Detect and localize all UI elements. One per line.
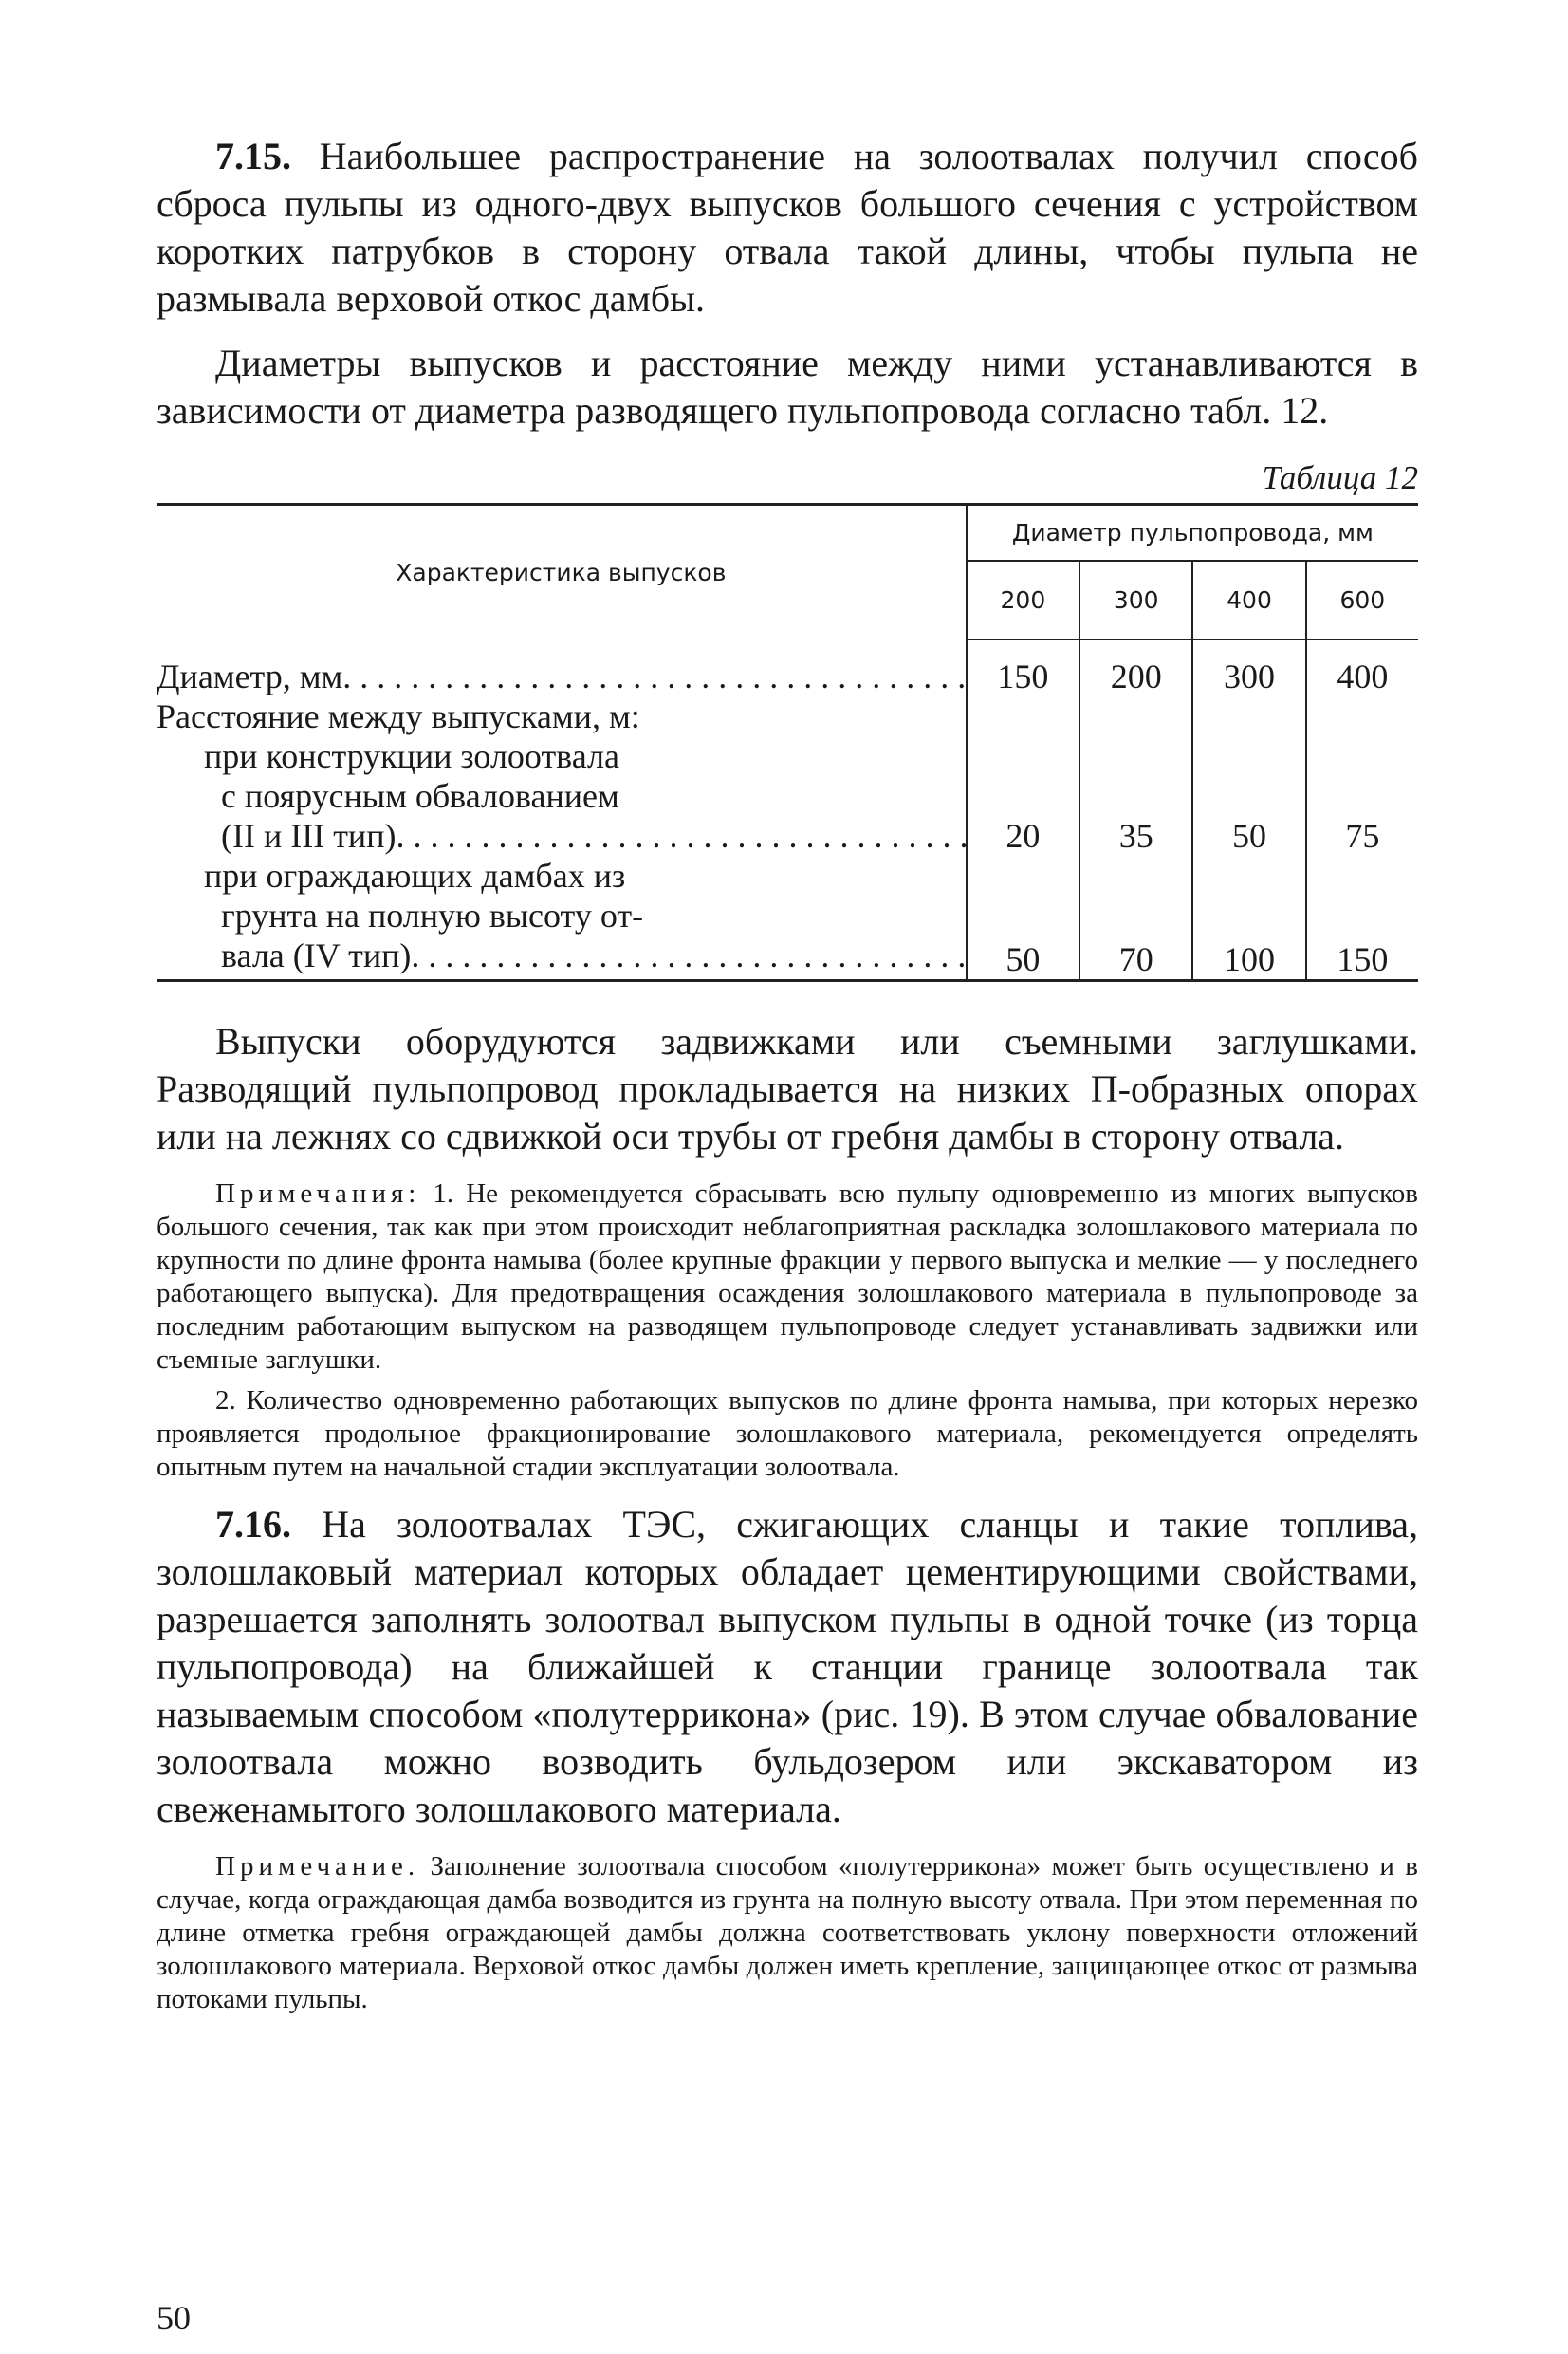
note-label: Примечание. [215, 1851, 420, 1881]
paragraph-text: На золоотвалах ТЭС, сжигающих сланцы и такие топлива, золошлаковый материал которых обладает цементирующими свойствами, разрешается заполнять золоотвал выпуском пульпы в одной точке (из торца пульпопровода) на ближайшей к станции границе золоотвала так называемым способом «полутерриконa» (рис. 19). В этом случае обвалование золоотвала можно возводить бульдозером или экскаватором из свеженамытого золошлакового материала. [157, 1503, 1419, 1830]
column-header-characteristic: Характеристика выпусков [396, 559, 727, 586]
row-label-tiered: (II и III тип) [221, 817, 397, 855]
paragraph-7-16 [157, 1501, 1418, 1833]
table-cell: 70 [1079, 856, 1192, 981]
section-number: 7.15. [215, 135, 291, 177]
note-2: 2. Количество одновременно работающих выпусков по длине фронта намыва, при которых нерезко проявляется продольное фракционирование золошлакового материала, рекомендуется определять опытным путем на начальной стадии эксплуатации золоотвала. [157, 1385, 1418, 1482]
column-header: 600 [1306, 561, 1418, 639]
table-cell: 20 [967, 696, 1079, 856]
table-cell: 50 [967, 856, 1079, 981]
note-1 [157, 1177, 1418, 1377]
paragraph-text: Наибольшее распространение на золоотвалах получил способ сброса пульпы из одного-двух выпусков большого сечения с устройством коротких патрубков в сторону отвала такой длины, чтобы пульпа не размывала верховой откос дамбы. [157, 135, 1419, 320]
column-header: 300 [1079, 561, 1192, 639]
table-cell: 50 [1192, 696, 1305, 856]
note-text: Заполнение золоотвала способом «полутерриконa» может быть осуществлено и в случае, когда ограждающая дамба возводится из грунта на полную высоту отвала. При этом переменная по длине отметка гребня ограждающей дамбы должна соответствовать уклону поверхности отложений золошлакового материала. Верховой откос дамбы должен иметь крепление, защищающее откос от размыва потоками пульпы. [157, 1851, 1418, 2014]
table-row [157, 696, 1418, 856]
note-text: 1. Не рекомендуется сбрасывать всю пульпу одновременно из многих выпусков большого сечения, так как при этом происходит неблагоприятная раскладка золошлакового материала по крупности по длине фронта намыва (более крупные фракции у первого выпуска и мелкие — у последнего работающего выпуска). Для предотвращения осаждения золошлакового материала в пульпопроводе за последним работающим выпуском на разводящем пульпопроводе следует устанавливать задвижки или съемные заглушки. [157, 1178, 1418, 1375]
row-label-dam: грунта на полную высоту от- [221, 897, 644, 935]
notes-label: Примечания: [215, 1178, 421, 1209]
row-label-tiered: с поярусным обвалованием [221, 777, 619, 815]
column-header: 200 [967, 561, 1079, 639]
note-3 [157, 1850, 1418, 2016]
table-12 [157, 503, 1418, 982]
table-caption: Таблица 12 [1262, 459, 1418, 496]
table-cell: 75 [1306, 696, 1418, 856]
table-cell: 100 [1192, 856, 1305, 981]
paragraph-outlets: Выпуски оборудуются задвижками или съемными заглушками. Разводящий пульпопровод прокладывается на низких П-образных опорах или на лежнях со сдвижкой оси трубы от гребня дамбы в сторону отвала. [157, 1020, 1418, 1158]
page-number: 50 [157, 2299, 191, 2337]
table-cell: 150 [967, 639, 1079, 696]
page-content [157, 133, 1418, 2016]
paragraph-7-15 [157, 133, 1418, 323]
row-label-distance: Расстояние между выпусками, м: [157, 697, 640, 735]
table-row [157, 856, 1418, 981]
paragraph-diameters: Диаметры выпусков и расстояние между ними устанавливаются в зависимости от диаметра разводящего пульпопровода согласно табл. 12. [157, 342, 1418, 432]
column-header: 400 [1192, 561, 1305, 639]
table-row [157, 639, 1418, 696]
row-label-diameter: Диаметр, мм [157, 658, 343, 695]
table-cell: 300 [1192, 639, 1305, 696]
row-label-dam: вала (IV тип) [221, 936, 412, 974]
table-cell: 35 [1079, 696, 1192, 856]
table-cell: 150 [1306, 856, 1418, 981]
table-cell: 400 [1306, 639, 1418, 696]
row-label-dam: при ограждающих дамбах из [204, 857, 626, 895]
section-number: 7.16. [215, 1503, 291, 1546]
column-group-header: Диаметр пульпопровода, мм [967, 505, 1418, 562]
table-cell: 200 [1079, 639, 1192, 696]
row-label-tiered: при конструкции золоотвала [204, 737, 619, 775]
